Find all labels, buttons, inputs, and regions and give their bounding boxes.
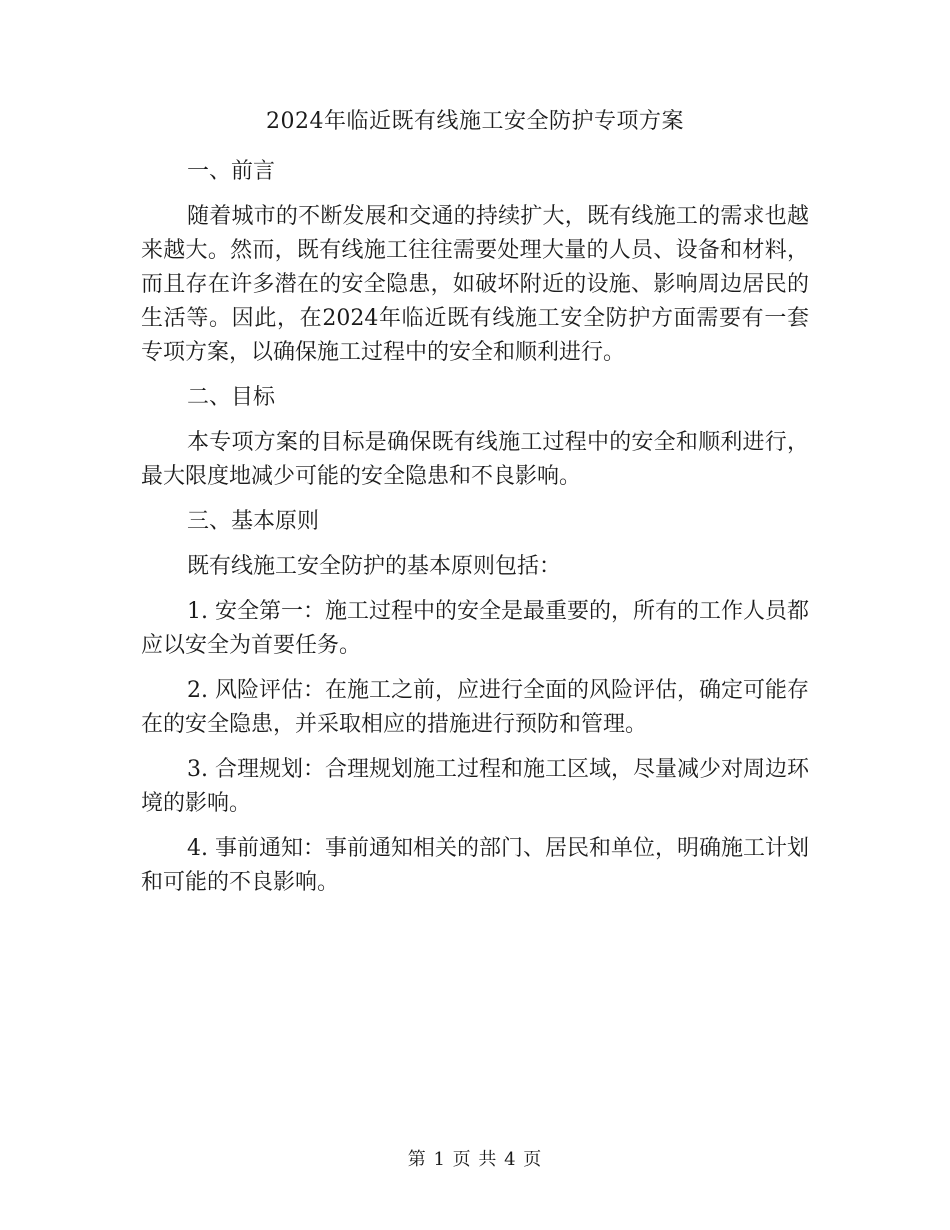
document-title: 2024年临近既有线施工安全防护专项方案: [266, 109, 684, 134]
page-footer: 第 1 页 共 4 页: [407, 1149, 543, 1170]
section-heading-goal: 二、目标: [187, 385, 276, 410]
list-item-advance-notice: 4. 事前通知：事前通知相关的部门、居民和单位，明确施工计划和可能的不良影响。: [141, 836, 809, 895]
list-item-planning: 3. 合理规划：合理规划施工过程和施工区域，尽量减少对周边环境的影响。: [141, 757, 809, 816]
list-item-safety-first: 1. 安全第一：施工过程中的安全是最重要的，所有的工作人员都应以安全为首要任务。: [141, 599, 809, 658]
section-heading-preface: 一、前言: [187, 159, 276, 184]
paragraph-preface: 随着城市的不断发展和交通的持续扩大，既有线施工的需求也越来越大。然而，既有线施工往往需要处理大量的人员、设备和材料，而且存在许多潜在的安全隐患，如破坏附近的设施、影响周边居民的生活等。因此，在2024年临近既有线施工安全防护方面需要有一套专项方案，以确保施工过程中的安全和顺利进行。: [141, 204, 809, 365]
list-item-risk-assessment: 2. 风险评估：在施工之前，应进行全面的风险评估，确定可能存在的安全隐患，并采取相应的措施进行预防和管理。: [141, 678, 809, 737]
document-body: [141, 155, 809, 911]
paragraph-goal: 本专项方案的目标是确保既有线施工过程中的安全和顺利进行，最大限度地减少可能的安全隐患和不良影响。: [141, 430, 809, 489]
paragraph-principles-intro: 既有线施工安全防护的基本原则包括：: [187, 554, 562, 579]
section-heading-principles: 三、基本原则: [187, 509, 320, 534]
